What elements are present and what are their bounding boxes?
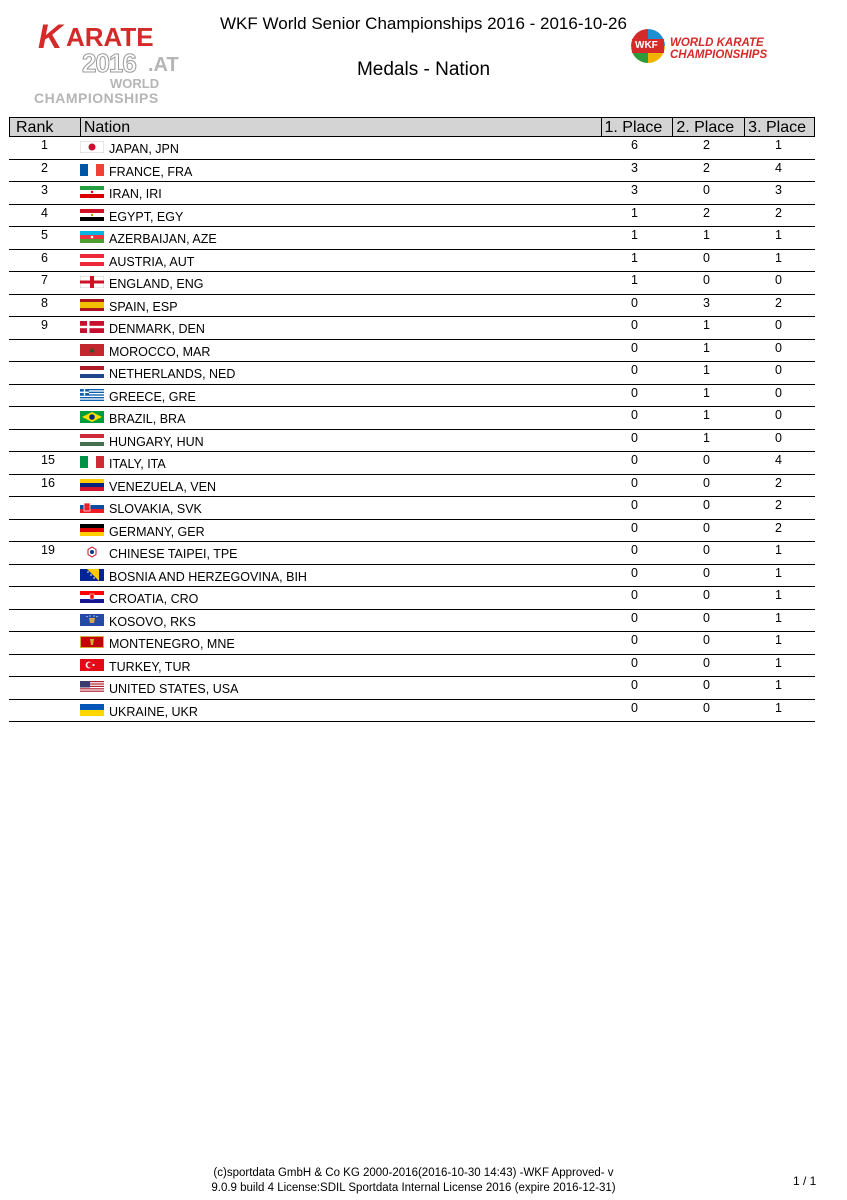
third-place-cell: 1 <box>775 633 782 647</box>
third-place-cell: 4 <box>775 453 782 467</box>
first-place-cell: 0 <box>631 340 638 355</box>
first-place-cell: 0 <box>631 453 638 467</box>
table-header <box>9 117 815 137</box>
nation-cell: ENGLAND, ENG <box>109 277 204 291</box>
table-row <box>9 655 815 678</box>
first-place-cell: 1 <box>631 205 638 220</box>
first-place-cell: 1 <box>631 273 638 287</box>
rank-cell: 19 <box>41 543 55 557</box>
table-row <box>9 497 815 520</box>
third-place-cell: 0 <box>775 363 782 377</box>
logo-championships: CHAMPIONSHIPS <box>34 90 159 106</box>
document-subtitle: Medals - Nation <box>356 59 491 80</box>
wkf-logo <box>630 28 820 68</box>
first-place-cell: 0 <box>631 363 638 377</box>
first-place-cell: 3 <box>631 183 638 197</box>
third-place-cell: 2 <box>775 498 782 512</box>
rank-cell: 1 <box>41 138 48 152</box>
third-place-cell: 2 <box>775 520 782 535</box>
svk-flag-icon <box>80 501 104 513</box>
tpe-flag-icon <box>80 546 104 558</box>
second-place-cell: 0 <box>703 453 710 467</box>
third-place-cell: 4 <box>775 160 782 175</box>
nation-cell: BOSNIA AND HERZEGOVINA, BIH <box>109 569 307 584</box>
first-place-cell: 0 <box>631 295 638 310</box>
table-row <box>9 182 815 205</box>
nation-cell: MOROCCO, MAR <box>109 344 211 359</box>
first-place-cell: 6 <box>631 138 638 152</box>
third-place-cell: 2 <box>775 295 782 310</box>
nation-cell: UNITED STATES, USA <box>109 682 239 696</box>
wkf-logo-line1: WORLD KARATE <box>670 37 764 49</box>
bih-flag-icon <box>80 569 104 581</box>
ita-flag-icon <box>80 456 104 468</box>
column-header-second-place: 2. Place <box>672 118 744 136</box>
first-place-cell: 0 <box>631 520 638 535</box>
fra-flag-icon <box>80 164 104 176</box>
second-place-cell: 0 <box>703 633 710 647</box>
nation-cell: KOSOVO, RKS <box>109 614 196 629</box>
table-row <box>9 452 815 475</box>
third-place-cell: 0 <box>775 340 782 355</box>
second-place-cell: 2 <box>703 138 710 152</box>
jpn-flag-icon <box>80 141 104 153</box>
nation-cell: EGYPT, EGY <box>109 209 184 224</box>
rks-flag-icon <box>80 614 104 626</box>
table-row <box>9 677 815 700</box>
second-place-cell: 2 <box>703 160 710 175</box>
second-place-cell: 0 <box>703 520 710 535</box>
third-place-cell: 3 <box>775 183 782 197</box>
den-flag-icon <box>80 321 104 333</box>
second-place-cell: 0 <box>703 610 710 625</box>
egy-flag-icon <box>80 209 104 221</box>
second-place-cell: 1 <box>703 408 710 422</box>
first-place-cell: 0 <box>631 408 638 422</box>
rank-cell: 5 <box>41 228 48 242</box>
logo-world: WORLD <box>110 76 160 91</box>
rank-cell: 2 <box>41 160 48 175</box>
footer-line-2: 9.0.9 build 4 License:SDIL Sportdata Internal License 2016 (expire 2016-12-31) <box>211 1182 616 1194</box>
usa-flag-icon <box>80 681 104 693</box>
nation-cell: DENMARK, DEN <box>109 322 205 336</box>
cro-flag-icon <box>80 591 104 603</box>
rank-cell: 8 <box>41 295 48 310</box>
first-place-cell: 0 <box>631 318 638 332</box>
first-place-cell: 0 <box>631 475 638 490</box>
third-place-cell: 2 <box>775 475 782 490</box>
footer-license <box>0 1166 827 1196</box>
table-row <box>9 632 815 655</box>
nation-cell: CROATIA, CRO <box>109 592 199 606</box>
aut-flag-icon <box>80 254 104 266</box>
table-row <box>9 430 815 453</box>
third-place-cell: 1 <box>775 700 782 715</box>
nation-cell: TURKEY, TUR <box>109 659 191 674</box>
table-row <box>9 250 815 273</box>
iri-flag-icon <box>80 186 104 198</box>
second-place-cell: 0 <box>703 543 710 557</box>
mne-flag-icon <box>80 636 104 648</box>
second-place-cell: 0 <box>703 678 710 692</box>
second-place-cell: 1 <box>703 430 710 445</box>
esp-flag-icon <box>80 299 104 311</box>
first-place-cell: 0 <box>631 700 638 715</box>
logo-year: 2016 <box>82 48 136 78</box>
table-row <box>9 340 815 363</box>
tur-flag-icon <box>80 659 104 671</box>
wkf-logo-line2: CHAMPIONSHIPS <box>670 49 768 61</box>
table-row <box>9 520 815 543</box>
second-place-cell: 1 <box>703 340 710 355</box>
nation-cell: UKRAINE, UKR <box>109 704 198 719</box>
third-place-cell: 0 <box>775 273 782 287</box>
nation-cell: AUSTRIA, AUT <box>109 254 195 269</box>
nation-cell: JAPAN, JPN <box>109 142 179 156</box>
column-header-rank: Rank <box>16 119 54 136</box>
second-place-cell: 0 <box>703 700 710 715</box>
nation-cell: BRAZIL, BRA <box>109 412 186 426</box>
page-number: 1 / 1 <box>793 1174 817 1188</box>
third-place-cell: 0 <box>775 408 782 422</box>
table-row <box>9 205 815 228</box>
first-place-cell: 0 <box>631 588 638 602</box>
second-place-cell: 3 <box>703 295 710 310</box>
column-header-nation: Nation <box>80 118 601 136</box>
column-header-first-place: 1. Place <box>601 118 673 136</box>
first-place-cell: 0 <box>631 610 638 625</box>
second-place-cell: 0 <box>703 250 710 265</box>
rank-cell: 9 <box>41 318 48 332</box>
third-place-cell: 0 <box>775 385 782 400</box>
rank-cell: 16 <box>41 475 55 490</box>
table-body <box>9 137 815 722</box>
third-place-cell: 2 <box>775 205 782 220</box>
second-place-cell: 0 <box>703 498 710 512</box>
second-place-cell: 0 <box>703 565 710 580</box>
table-row <box>9 295 815 318</box>
table-row <box>9 317 815 340</box>
nation-cell: MONTENEGRO, MNE <box>109 637 235 651</box>
medals-table <box>9 117 815 722</box>
third-place-cell: 1 <box>775 250 782 265</box>
third-place-cell: 1 <box>775 588 782 602</box>
third-place-cell: 1 <box>775 565 782 580</box>
table-row <box>9 700 815 723</box>
bra-flag-icon <box>80 411 104 423</box>
second-place-cell: 0 <box>703 475 710 490</box>
first-place-cell: 1 <box>631 228 638 242</box>
svg-text:✶: ✶ <box>88 345 96 356</box>
logo-k: K <box>38 18 63 56</box>
logo-arate: ARATE <box>66 22 154 52</box>
rank-cell: 7 <box>41 273 48 287</box>
nation-cell: HUNGARY, HUN <box>109 434 204 449</box>
first-place-cell: 0 <box>631 543 638 557</box>
table-row <box>9 385 815 408</box>
second-place-cell: 0 <box>703 273 710 287</box>
table-row <box>9 565 815 588</box>
third-place-cell: 1 <box>775 610 782 625</box>
table-row <box>9 542 815 565</box>
first-place-cell: 0 <box>631 678 638 692</box>
table-row <box>9 227 815 250</box>
second-place-cell: 1 <box>703 318 710 332</box>
nation-cell: NETHERLANDS, NED <box>109 367 236 381</box>
aze-flag-icon <box>80 231 104 243</box>
table-row <box>9 587 815 610</box>
rank-cell: 4 <box>41 205 48 220</box>
nation-cell: ITALY, ITA <box>109 457 166 471</box>
gre-flag-icon <box>80 389 104 401</box>
table-row <box>9 475 815 498</box>
third-place-cell: 1 <box>775 543 782 557</box>
second-place-cell: 1 <box>703 228 710 242</box>
third-place-cell: 1 <box>775 228 782 242</box>
second-place-cell: 0 <box>703 655 710 670</box>
rank-cell: 6 <box>41 250 48 265</box>
eng-flag-icon <box>80 276 104 288</box>
first-place-cell: 0 <box>631 633 638 647</box>
third-place-cell: 0 <box>775 430 782 445</box>
second-place-cell: 1 <box>703 363 710 377</box>
table-row <box>9 137 815 160</box>
column-header-third-place: 3. Place <box>744 118 814 136</box>
table-row <box>9 272 815 295</box>
second-place-cell: 0 <box>703 588 710 602</box>
nation-cell: GERMANY, GER <box>109 524 205 539</box>
third-place-cell: 1 <box>775 655 782 670</box>
third-place-cell: 1 <box>775 678 782 692</box>
table-row <box>9 362 815 385</box>
nation-cell: GREECE, GRE <box>109 389 196 404</box>
document-title: WKF World Senior Championships 2016 - 2016-10-26 <box>220 14 627 33</box>
first-place-cell: 0 <box>631 498 638 512</box>
third-place-cell: 0 <box>775 318 782 332</box>
ned-flag-icon <box>80 366 104 378</box>
ger-flag-icon <box>80 524 104 536</box>
second-place-cell: 0 <box>703 183 710 197</box>
table-row <box>9 407 815 430</box>
second-place-cell: 1 <box>703 385 710 400</box>
table-row <box>9 160 815 183</box>
nation-cell: SLOVAKIA, SVK <box>109 502 202 516</box>
nation-cell: SPAIN, ESP <box>109 299 178 314</box>
nation-cell: AZERBAIJAN, AZE <box>109 232 217 246</box>
first-place-cell: 1 <box>631 250 638 265</box>
second-place-cell: 2 <box>703 205 710 220</box>
mar-flag-icon <box>80 344 104 356</box>
logo-at: .AT <box>148 54 179 76</box>
first-place-cell: 0 <box>631 430 638 445</box>
nation-cell: IRAN, IRI <box>109 187 162 201</box>
nation-cell: CHINESE TAIPEI, TPE <box>109 547 238 561</box>
rank-cell: 15 <box>41 453 55 467</box>
nation-cell: FRANCE, FRA <box>109 164 193 179</box>
footer-line-1: (c)sportdata GmbH & Co KG 2000-2016(2016-10-30 14:43) -WKF Approved- v <box>213 1167 614 1179</box>
nation-cell: VENEZUELA, VEN <box>109 479 216 494</box>
ukr-flag-icon <box>80 704 104 716</box>
rank-cell: 3 <box>41 183 48 197</box>
ven-flag-icon <box>80 479 104 491</box>
first-place-cell: 0 <box>631 565 638 580</box>
first-place-cell: 3 <box>631 160 638 175</box>
wkf-badge-label: WKF <box>635 40 658 51</box>
first-place-cell: 0 <box>631 385 638 400</box>
table-row <box>9 610 815 633</box>
third-place-cell: 1 <box>775 138 782 152</box>
hun-flag-icon <box>80 434 104 446</box>
first-place-cell: 0 <box>631 655 638 670</box>
